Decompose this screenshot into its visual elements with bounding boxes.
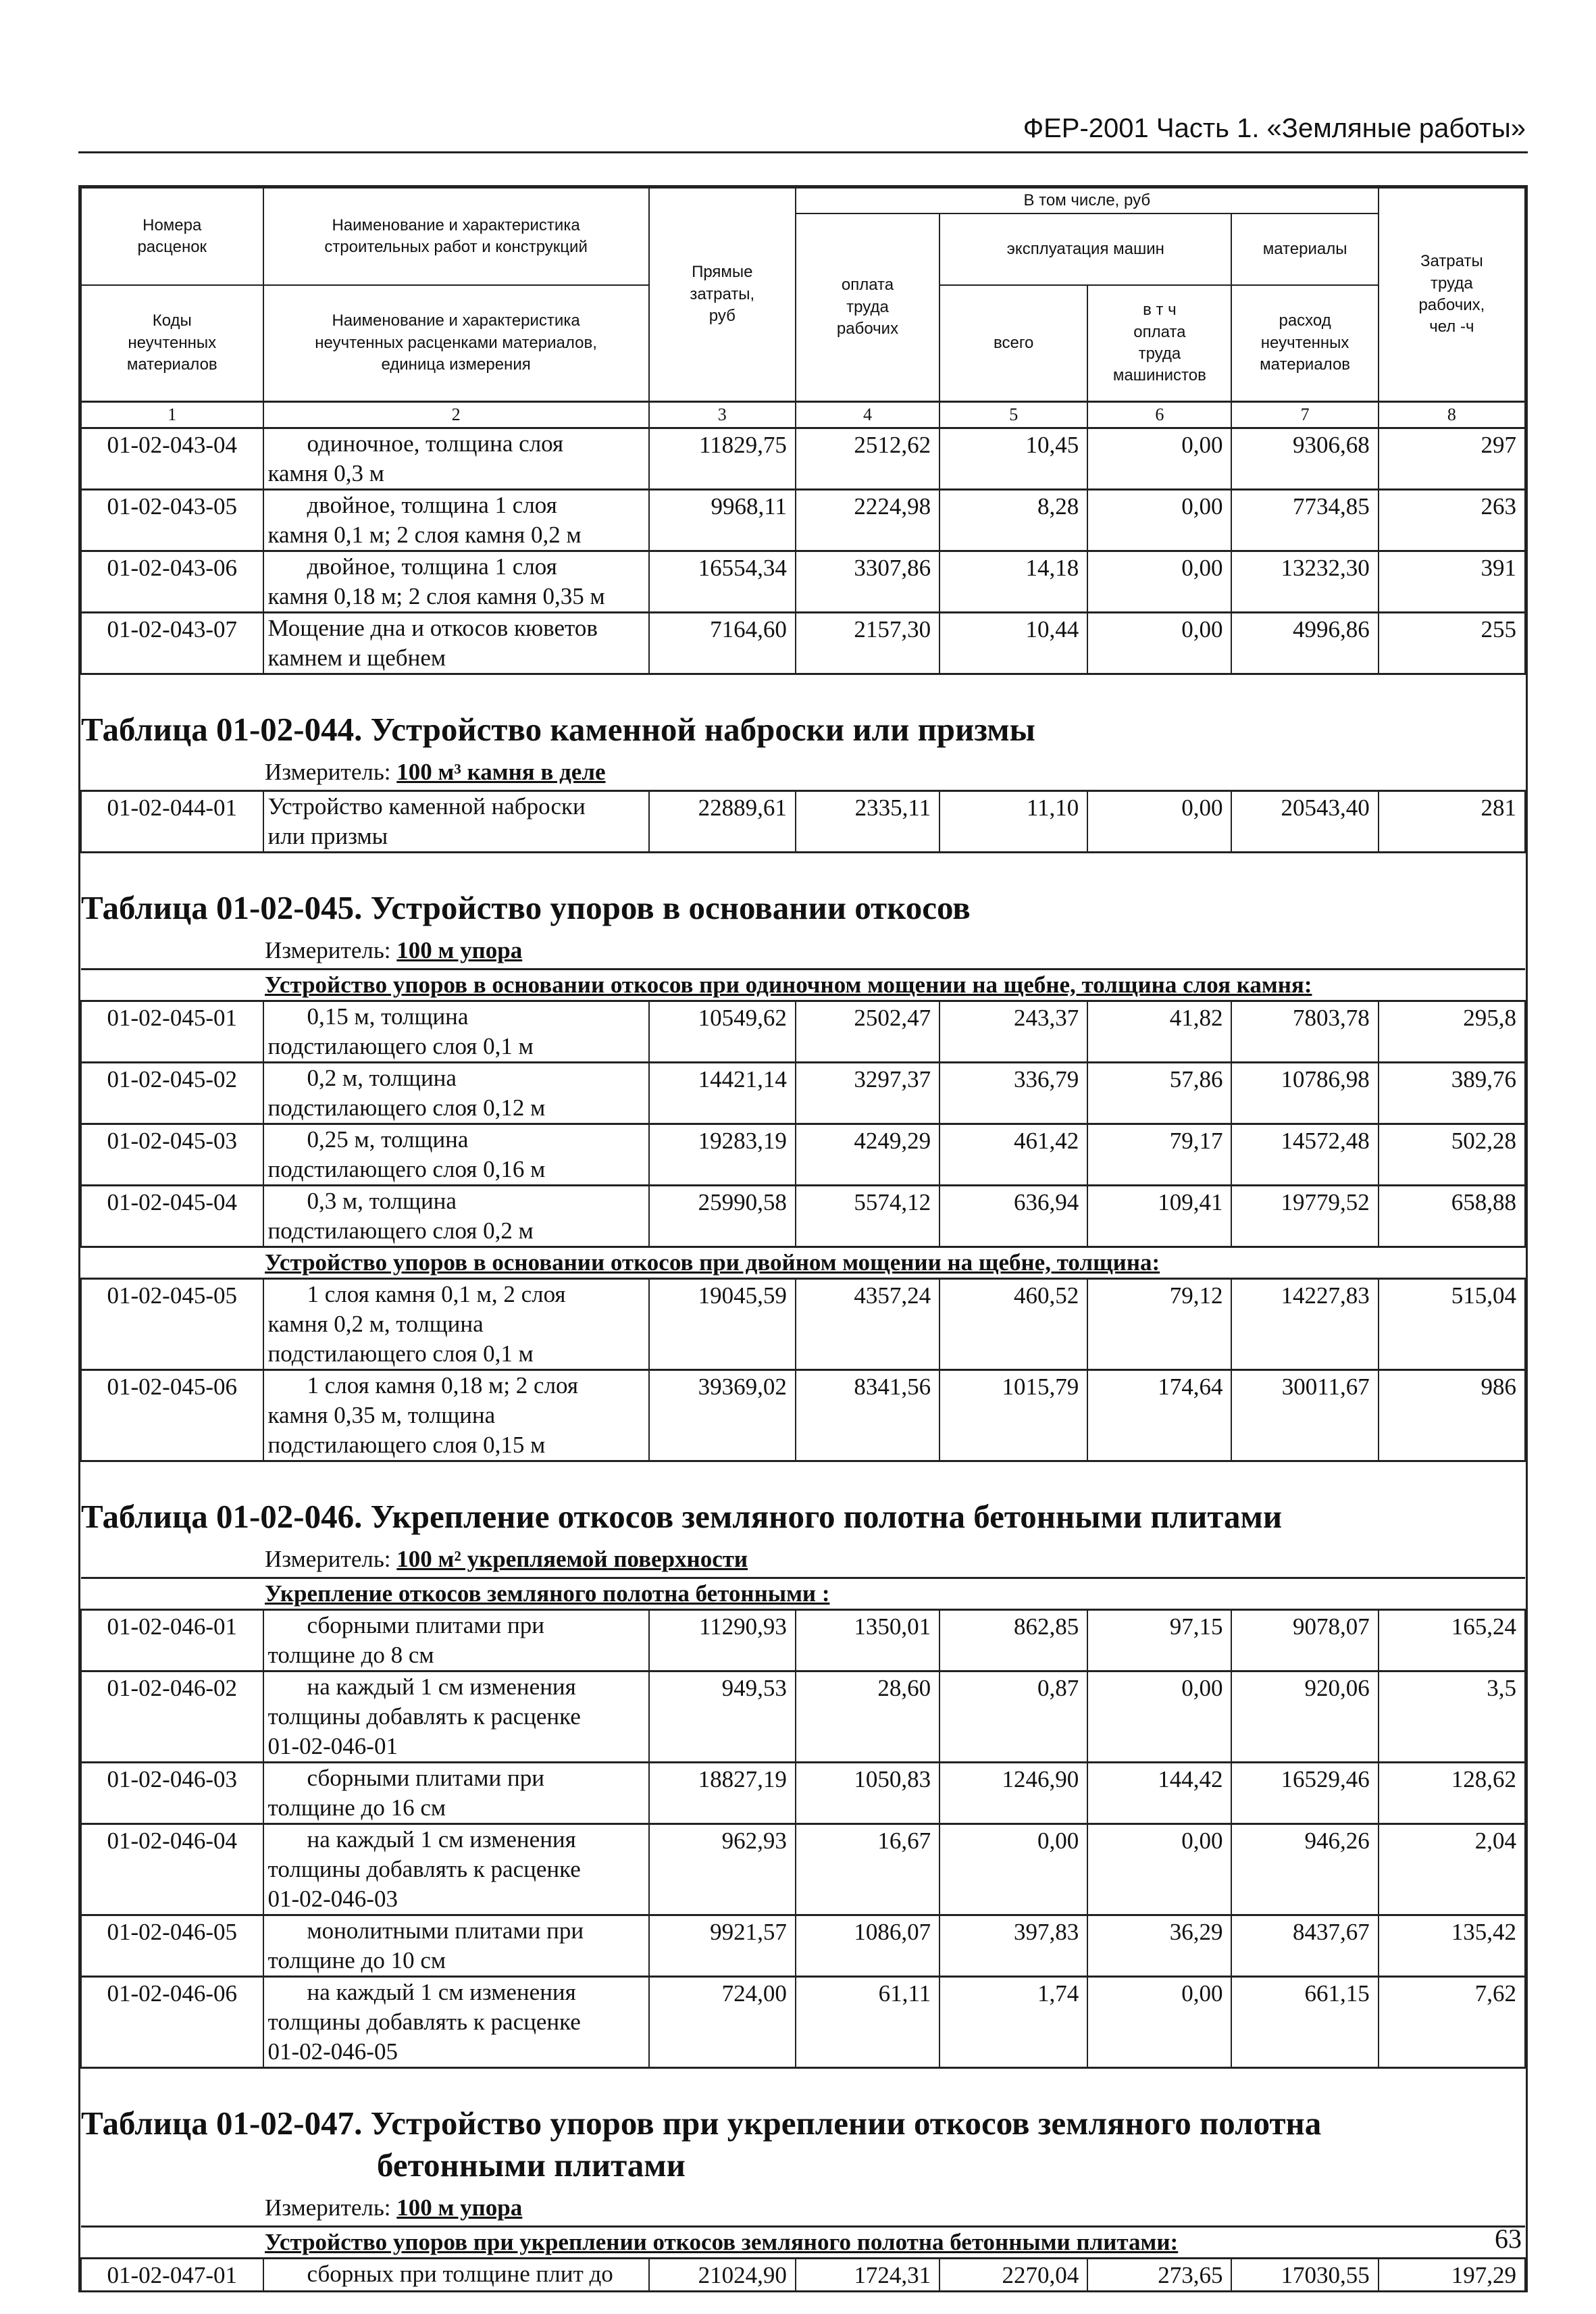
machines-total-cell: 862,85 [939, 1610, 1087, 1671]
rate-code: 01-02-046-06 [81, 1977, 263, 2068]
machines-total-cell: 2270,04 [939, 2259, 1087, 2291]
rate-row [81, 1915, 1525, 1977]
worker-pay-cell: 1050,83 [796, 1763, 939, 1824]
machinist-pay-cell: 0,00 [1087, 1824, 1231, 1915]
table-045-subheading-1: Устройство упоров в основании откосов при одиночном мощении на щебне, толщина слоя камня: [81, 970, 1525, 1001]
page-header: ФЕР-2001 Часть 1. «Земляные работы» [1023, 114, 1526, 143]
machines-total-cell: 1,74 [939, 1977, 1087, 2068]
rate-row [81, 1824, 1525, 1915]
rate-description: сборными плитами при толщине до 16 см [263, 1763, 649, 1824]
rate-code: 01-02-043-06 [81, 551, 263, 613]
direct-cost-cell: 18827,19 [649, 1763, 796, 1824]
col-number: 3 [649, 402, 796, 428]
machines-total-cell: 0,87 [939, 1671, 1087, 1763]
labor-hours-cell: 515,04 [1379, 1279, 1525, 1370]
rate-code: 01-02-043-07 [81, 613, 263, 674]
rate-code: 01-02-045-01 [81, 1001, 263, 1063]
meter-value: 100 м³ камня в деле [396, 759, 606, 785]
materials-cost-cell: 946,26 [1231, 1824, 1378, 1915]
rate-description: 0,2 м, толщина подстилающего слоя 0,12 м [263, 1063, 649, 1124]
labor-hours-cell: 7,62 [1379, 1977, 1525, 2068]
rate-code: 01-02-046-04 [81, 1824, 263, 1915]
rate-row [81, 2259, 1525, 2291]
table-047-title-row [81, 2096, 1525, 2189]
machines-total-cell: 0,00 [939, 1824, 1087, 1915]
machinist-pay-cell: 0,00 [1087, 791, 1231, 853]
machinist-pay-cell: 36,29 [1087, 1915, 1231, 1977]
col-number: 2 [263, 402, 649, 428]
rate-code: 01-02-046-01 [81, 1610, 263, 1671]
machinist-pay-cell: 109,41 [1087, 1186, 1231, 1247]
rate-code: 01-02-046-02 [81, 1671, 263, 1763]
table-047-subheading: Устройство упоров при укреплении откосов земляного полотна бетонными плитами: [81, 2227, 1525, 2259]
meter-value: 100 м упора [396, 2194, 523, 2221]
rate-description: двойное, толщина 1 слоя камня 0,1 м; 2 слоя камня 0,2 м [263, 490, 649, 551]
labor-hours-cell: 197,29 [1379, 2259, 1525, 2291]
rate-description: одиночное, толщина слоя камня 0,3 м [263, 428, 649, 490]
worker-pay-cell: 4357,24 [796, 1279, 939, 1370]
materials-cost-cell: 920,06 [1231, 1671, 1378, 1763]
materials-cost-cell: 19779,52 [1231, 1186, 1378, 1247]
rate-code: 01-02-045-02 [81, 1063, 263, 1124]
materials-cost-cell: 7734,85 [1231, 490, 1378, 551]
rate-description: 0,15 м, толщина подстилающего слоя 0,1 м [263, 1001, 649, 1063]
worker-pay-header: оплата труда рабочих [796, 213, 939, 402]
rate-code: 01-02-045-03 [81, 1124, 263, 1186]
materials-cost-cell: 16529,46 [1231, 1763, 1378, 1824]
labor-hours-cell: 2,04 [1379, 1824, 1525, 1915]
machines-total-header: всего [939, 285, 1087, 402]
machinist-pay-cell: 0,00 [1087, 551, 1231, 613]
rate-code: 01-02-043-04 [81, 428, 263, 490]
rate-row [81, 1186, 1525, 1247]
materials-cost-cell: 14227,83 [1231, 1279, 1378, 1370]
col-number: 4 [796, 402, 939, 428]
col-number: 8 [1379, 402, 1525, 428]
rate-row [81, 1124, 1525, 1186]
rate-description: на каждый 1 см изменения толщины добавлять к расценке 01-02-046-01 [263, 1671, 649, 1763]
labor-hours-cell: 165,24 [1379, 1610, 1525, 1671]
direct-cost-cell: 21024,90 [649, 2259, 796, 2291]
rate-code: 01-02-046-05 [81, 1915, 263, 1977]
worker-pay-cell: 2512,62 [796, 428, 939, 490]
rate-description: сборными плитами при толщине до 8 см [263, 1610, 649, 1671]
machinist-pay-cell: 57,86 [1087, 1063, 1231, 1124]
materials-cost-cell: 8437,67 [1231, 1915, 1378, 1977]
rate-description: 1 слоя камня 0,1 м, 2 слоя камня 0,2 м, толщина подстилающего слоя 0,1 м [263, 1279, 649, 1370]
rate-row [81, 613, 1525, 674]
rate-description: двойное, толщина 1 слоя камня 0,18 м; 2 слоя камня 0,35 м [263, 551, 649, 613]
rate-row [81, 490, 1525, 551]
labor-header: Затраты труда рабочих, чел -ч [1379, 188, 1525, 402]
labor-hours-cell: 255 [1379, 613, 1525, 674]
table-046-subheading: Укрепление откосов земляного полотна бетонными : [81, 1578, 1525, 1610]
code-header: Номера расценок [81, 188, 263, 285]
materials-cost-cell: 4996,86 [1231, 613, 1378, 674]
rate-description: Мощение дна и откосов кюветов камнем и щебнем [263, 613, 649, 674]
machines-total-cell: 1246,90 [939, 1763, 1087, 1824]
meter-label: Измеритель: [265, 759, 391, 785]
rates-table [80, 187, 1526, 2290]
rate-row [81, 1063, 1525, 1124]
worker-pay-cell: 1086,07 [796, 1915, 939, 1977]
meter-value: 100 м² укрепляемой поверхности [396, 1546, 748, 1572]
table-047-meter-row [81, 2189, 1525, 2227]
column-numbers-row [81, 402, 1525, 428]
machines-total-cell: 11,10 [939, 791, 1087, 853]
direct-cost-header: Прямые затраты, руб [649, 188, 796, 402]
machines-total-cell: 10,45 [939, 428, 1087, 490]
meter-label: Измеритель: [265, 1546, 391, 1572]
rate-row [81, 1763, 1525, 1824]
labor-hours-cell: 389,76 [1379, 1063, 1525, 1124]
header-rule [78, 151, 1528, 153]
table-045-rows-1 [81, 1001, 1525, 1247]
worker-pay-cell: 1350,01 [796, 1610, 939, 1671]
table-045-meter-row [81, 932, 1525, 970]
table-044-title: Таблица 01-02-044. Устройство каменной наброски или призмы [81, 711, 1035, 748]
rate-row [81, 1977, 1525, 2068]
rate-row [81, 1370, 1525, 1461]
codes-header: Коды неучтенных материалов [81, 285, 263, 402]
rate-description: 1 слоя камня 0,18 м; 2 слоя камня 0,35 м, толщина подстилающего слоя 0,15 м [263, 1370, 649, 1461]
machinist-pay-cell: 41,82 [1087, 1001, 1231, 1063]
machines-total-cell: 14,18 [939, 551, 1087, 613]
meter-label: Измеритель: [265, 2194, 391, 2221]
machines-total-cell: 397,83 [939, 1915, 1087, 1977]
machines-total-cell: 1015,79 [939, 1370, 1087, 1461]
spacer [81, 674, 1525, 703]
machinist-pay-cell: 0,00 [1087, 1977, 1231, 2068]
rate-code: 01-02-044-01 [81, 791, 263, 853]
rate-description: 0,25 м, толщина подстилающего слоя 0,16 м [263, 1124, 649, 1186]
table-046-rows [81, 1610, 1525, 2068]
table-046-meter-row [81, 1540, 1525, 1578]
direct-cost-cell: 19283,19 [649, 1124, 796, 1186]
col-number: 1 [81, 402, 263, 428]
worker-pay-cell: 3307,86 [796, 551, 939, 613]
machinist-pay-cell: 273,65 [1087, 2259, 1231, 2291]
spacer [81, 2068, 1525, 2096]
machines-total-cell: 636,94 [939, 1186, 1087, 1247]
direct-cost-cell: 25990,58 [649, 1186, 796, 1247]
spacer [81, 853, 1525, 881]
direct-cost-cell: 11290,93 [649, 1610, 796, 1671]
materials-cost-cell: 17030,55 [1231, 2259, 1378, 2291]
worker-pay-cell: 4249,29 [796, 1124, 939, 1186]
machinist-pay-cell: 0,00 [1087, 490, 1231, 551]
machinist-pay-cell: 79,17 [1087, 1124, 1231, 1186]
direct-cost-cell: 11829,75 [649, 428, 796, 490]
table-045-title: Таблица 01-02-045. Устройство упоров в основании откосов [81, 889, 971, 926]
table-045-title-row [81, 880, 1525, 932]
materials-name-header: Наименование и характеристика неучтенных расценками материалов, единица измерения [263, 285, 649, 402]
materials-header: материалы [1231, 213, 1378, 285]
labor-hours-cell: 986 [1379, 1370, 1525, 1461]
worker-pay-cell: 8341,56 [796, 1370, 939, 1461]
rate-description: монолитными плитами при толщине до 10 см [263, 1915, 649, 1977]
machines-total-cell: 243,37 [939, 1001, 1087, 1063]
material-use-header: расход неучтенных материалов [1231, 285, 1378, 402]
worker-pay-cell: 16,67 [796, 1824, 939, 1915]
materials-cost-cell: 9078,07 [1231, 1610, 1378, 1671]
machines-total-cell: 8,28 [939, 490, 1087, 551]
machinist-pay-cell: 0,00 [1087, 1671, 1231, 1763]
rate-description: 0,3 м, толщина подстилающего слоя 0,2 м [263, 1186, 649, 1247]
table-045-subheading-2: Устройство упоров в основании откосов при двойном мощении на щебне, толщина: [81, 1247, 1525, 1279]
page-number: 63 [1495, 2223, 1522, 2254]
meter-value: 100 м упора [396, 937, 523, 963]
direct-cost-cell: 962,93 [649, 1824, 796, 1915]
col-number: 6 [1087, 402, 1231, 428]
materials-cost-cell: 9306,68 [1231, 428, 1378, 490]
rate-description: на каждый 1 см изменения толщины добавлять к расценке 01-02-046-03 [263, 1824, 649, 1915]
rate-code: 01-02-043-05 [81, 490, 263, 551]
machinist-pay-cell: 79,12 [1087, 1279, 1231, 1370]
machines-header: эксплуатация машин [939, 213, 1231, 285]
table-047-rows [81, 2259, 1525, 2291]
materials-cost-cell: 10786,98 [1231, 1063, 1378, 1124]
rate-row [81, 1671, 1525, 1763]
table-046-title-row [81, 1489, 1525, 1540]
materials-cost-cell: 13232,30 [1231, 551, 1378, 613]
rate-row [81, 551, 1525, 613]
labor-hours-cell: 658,88 [1379, 1186, 1525, 1247]
rate-description: Устройство каменной наброски или призмы [263, 791, 649, 853]
rate-description: на каждый 1 см изменения толщины добавлять к расценке 01-02-046-05 [263, 1977, 649, 2068]
labor-hours-cell: 297 [1379, 428, 1525, 490]
spacer [81, 1461, 1525, 1490]
machines-total-cell: 460,52 [939, 1279, 1087, 1370]
labor-hours-cell: 128,62 [1379, 1763, 1525, 1824]
direct-cost-cell: 22889,61 [649, 791, 796, 853]
table-044-rows [81, 791, 1525, 853]
rate-code: 01-02-047-01 [81, 2259, 263, 2291]
materials-cost-cell: 14572,48 [1231, 1124, 1378, 1186]
meter-label: Измеритель: [265, 937, 391, 963]
worker-pay-cell: 1724,31 [796, 2259, 939, 2291]
materials-cost-cell: 20543,40 [1231, 791, 1378, 853]
machines-total-cell: 336,79 [939, 1063, 1087, 1124]
rate-description: сборных при толщине плит до [263, 2259, 649, 2291]
machinist-pay-cell: 97,15 [1087, 1610, 1231, 1671]
worker-pay-cell: 61,11 [796, 1977, 939, 2068]
rate-row [81, 428, 1525, 490]
labor-hours-cell: 391 [1379, 551, 1525, 613]
machinist-pay-header: в т ч оплата труда машинистов [1087, 285, 1231, 402]
machines-total-cell: 10,44 [939, 613, 1087, 674]
materials-cost-cell: 30011,67 [1231, 1370, 1378, 1461]
direct-cost-cell: 724,00 [649, 1977, 796, 2068]
worker-pay-cell: 2224,98 [796, 490, 939, 551]
rate-code: 01-02-045-05 [81, 1279, 263, 1370]
direct-cost-cell: 949,53 [649, 1671, 796, 1763]
rate-code: 01-02-045-06 [81, 1370, 263, 1461]
labor-hours-cell: 281 [1379, 791, 1525, 853]
rate-row [81, 1610, 1525, 1671]
worker-pay-cell: 2502,47 [796, 1001, 939, 1063]
rate-code: 01-02-046-03 [81, 1763, 263, 1824]
machinist-pay-cell: 0,00 [1087, 613, 1231, 674]
labor-hours-cell: 295,8 [1379, 1001, 1525, 1063]
machinist-pay-cell: 144,42 [1087, 1763, 1231, 1824]
direct-cost-cell: 7164,60 [649, 613, 796, 674]
rates-sheet [78, 185, 1528, 2292]
col-number: 7 [1231, 402, 1378, 428]
machinist-pay-cell: 174,64 [1087, 1370, 1231, 1461]
labor-hours-cell: 135,42 [1379, 1915, 1525, 1977]
direct-cost-cell: 19045,59 [649, 1279, 796, 1370]
header-row-1 [81, 188, 1525, 213]
col-number: 5 [939, 402, 1087, 428]
name-header: Наименование и характеристика строительных работ и конструкций [263, 188, 649, 285]
including-header: В том числе, руб [796, 188, 1379, 213]
rate-row [81, 1001, 1525, 1063]
labor-hours-cell: 263 [1379, 490, 1525, 551]
worker-pay-cell: 5574,12 [796, 1186, 939, 1247]
table-044-title-row [81, 702, 1525, 753]
direct-cost-cell: 9968,11 [649, 490, 796, 551]
table-045-rows-2 [81, 1279, 1525, 1461]
labor-hours-cell: 502,28 [1379, 1124, 1525, 1186]
machines-total-cell: 461,42 [939, 1124, 1087, 1186]
worker-pay-cell: 2157,30 [796, 613, 939, 674]
rate-code: 01-02-045-04 [81, 1186, 263, 1247]
materials-cost-cell: 661,15 [1231, 1977, 1378, 2068]
direct-cost-cell: 16554,34 [649, 551, 796, 613]
worker-pay-cell: 3297,37 [796, 1063, 939, 1124]
table-047-title: Таблица 01-02-047. Устройство упоров при укреплении откосов земляного полотна бетонными плитами [81, 2105, 1322, 2184]
rate-row [81, 1279, 1525, 1370]
labor-hours-cell: 3,5 [1379, 1671, 1525, 1763]
direct-cost-cell: 9921,57 [649, 1915, 796, 1977]
materials-cost-cell: 7803,78 [1231, 1001, 1378, 1063]
direct-cost-cell: 39369,02 [649, 1370, 796, 1461]
direct-cost-cell: 14421,14 [649, 1063, 796, 1124]
block-043 [81, 428, 1525, 674]
worker-pay-cell: 2335,11 [796, 791, 939, 853]
rate-row [81, 791, 1525, 853]
worker-pay-cell: 28,60 [796, 1671, 939, 1763]
machinist-pay-cell: 0,00 [1087, 428, 1231, 490]
table-044-meter-row [81, 753, 1525, 791]
direct-cost-cell: 10549,62 [649, 1001, 796, 1063]
table-046-title: Таблица 01-02-046. Укрепление откосов земляного полотна бетонными плитами [81, 1498, 1283, 1535]
